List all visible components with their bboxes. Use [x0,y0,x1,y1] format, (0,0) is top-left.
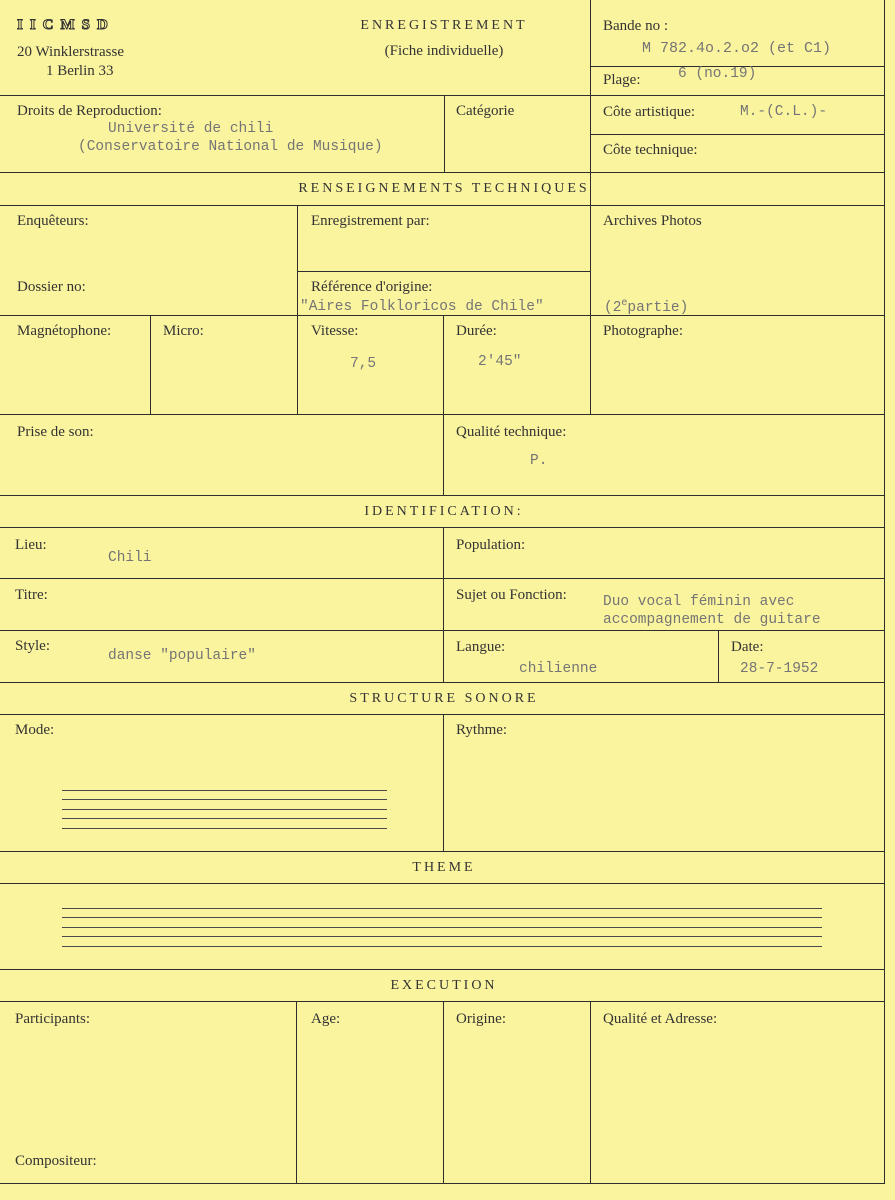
style-value: danse "populaire" [108,648,256,664]
titre-label: Titre: [15,587,48,603]
micro-label: Micro: [163,323,204,339]
rule [0,578,884,579]
institute-city: 1 Berlin 33 [46,63,114,79]
enqueteurs-label: Enquêteurs: [17,213,89,229]
section-title-technique: RENSEIGNEMENTS TECHNIQUES [298,181,590,196]
cote-artistique-label: Côte artistique: [603,104,696,120]
rule [150,315,151,414]
rule [0,682,884,683]
vitesse-value: 7,5 [350,356,377,372]
vitesse-label: Vitesse: [311,323,359,339]
cote-technique-label: Côte technique: [603,142,698,158]
mode-staff-line [62,799,387,800]
rule [0,205,884,206]
date-label: Date: [731,639,764,655]
form-subtitle: (Fiche individuelle) [384,43,504,59]
section-title-theme: THEME [412,860,476,875]
droits-line-2: (Conservatoire National de Musique) [78,139,383,155]
sujet-line-1: Duo vocal féminin avec [603,594,795,610]
archives-photos-label: Archives Photos [603,213,702,229]
reference-label: Référence d'origine: [311,279,433,295]
rule [0,714,884,715]
mode-staff-line [62,828,387,829]
rule [0,95,884,96]
mode-staff-line [62,790,387,791]
rule [443,315,444,495]
rule [0,1183,884,1184]
sujet-label: Sujet ou Fonction: [456,587,567,603]
rule [590,1001,591,1183]
rule [297,205,298,414]
theme-staff-line [62,917,822,918]
langue-label: Langue: [456,639,506,655]
rule [884,0,885,1184]
rule [0,630,884,631]
age-label: Age: [311,1011,341,1027]
rule [444,95,445,172]
rule [590,134,884,135]
reference-part: (2epartie) [604,298,689,316]
rule [0,414,884,415]
enregistrement-par-label: Enregistrement par: [311,213,430,229]
plage-label: Plage: [603,72,641,88]
style-label: Style: [15,638,51,654]
rule [297,271,590,272]
rythme-label: Rythme: [456,722,508,738]
bande-value: M 782.4o.2.o2 (et C1) [642,40,832,57]
categorie-label: Catégorie [456,103,515,119]
rule [0,851,884,852]
institute-street: 20 Winklerstrasse [17,44,125,60]
institute-logo: IICMSD [17,17,115,33]
rule [296,1001,297,1183]
qualite-technique-value: P. [530,453,548,469]
magnetophone-label: Magnétophone: [17,323,112,339]
rule [718,630,719,682]
section-title-execution: EXECUTION [390,978,498,993]
mode-staff-line [62,809,387,810]
sujet-line-2: accompagnement de guitare [603,612,821,628]
photographe-label: Photographe: [603,323,683,339]
mode-label: Mode: [15,722,55,738]
date-value: 28-7-1952 [740,661,819,677]
theme-staff-line [62,936,822,937]
duree-value: 2'45" [478,354,522,370]
participants-label: Participants: [15,1011,90,1027]
rule [0,527,884,528]
prise-de-son-label: Prise de son: [17,424,94,440]
duree-label: Durée: [456,323,497,339]
rule [590,0,591,205]
theme-staff-line [62,908,822,909]
rule [0,495,884,496]
rule [0,315,884,316]
rule [0,172,884,173]
droits-line-1: Université de chili [108,121,274,137]
rule [443,527,444,682]
droits-label: Droits de Reproduction: [17,103,162,119]
cote-artistique-value: M.-(C.L.)- [740,104,828,120]
population-label: Population: [456,537,526,553]
rule [0,1001,884,1002]
rule [590,205,591,414]
plage-value: 6 (no.19) [678,66,757,82]
rule [443,1001,444,1183]
mode-staff-line [62,818,387,819]
section-title-identification: IDENTIFICATION: [364,504,524,519]
rule [0,969,884,970]
qualite-adresse-label: Qualité et Adresse: [603,1011,718,1027]
lieu-value: Chili [108,550,152,566]
qualite-technique-label: Qualité technique: [456,424,567,440]
dossier-label: Dossier no: [17,279,86,295]
reference-value: "Aires Folkloricos de Chile" [300,299,544,315]
origine-label: Origine: [456,1011,506,1027]
theme-staff-line [62,946,822,947]
rule [443,714,444,851]
section-title-structure: STRUCTURE SONORE [349,691,539,706]
rule [0,883,884,884]
bande-label: Bande no : [603,18,668,34]
langue-value: chilienne [519,661,598,677]
compositeur-label: Compositeur: [15,1153,97,1169]
theme-staff-line [62,927,822,928]
form-title: ENREGISTREMENT [360,18,528,33]
lieu-label: Lieu: [15,537,47,553]
